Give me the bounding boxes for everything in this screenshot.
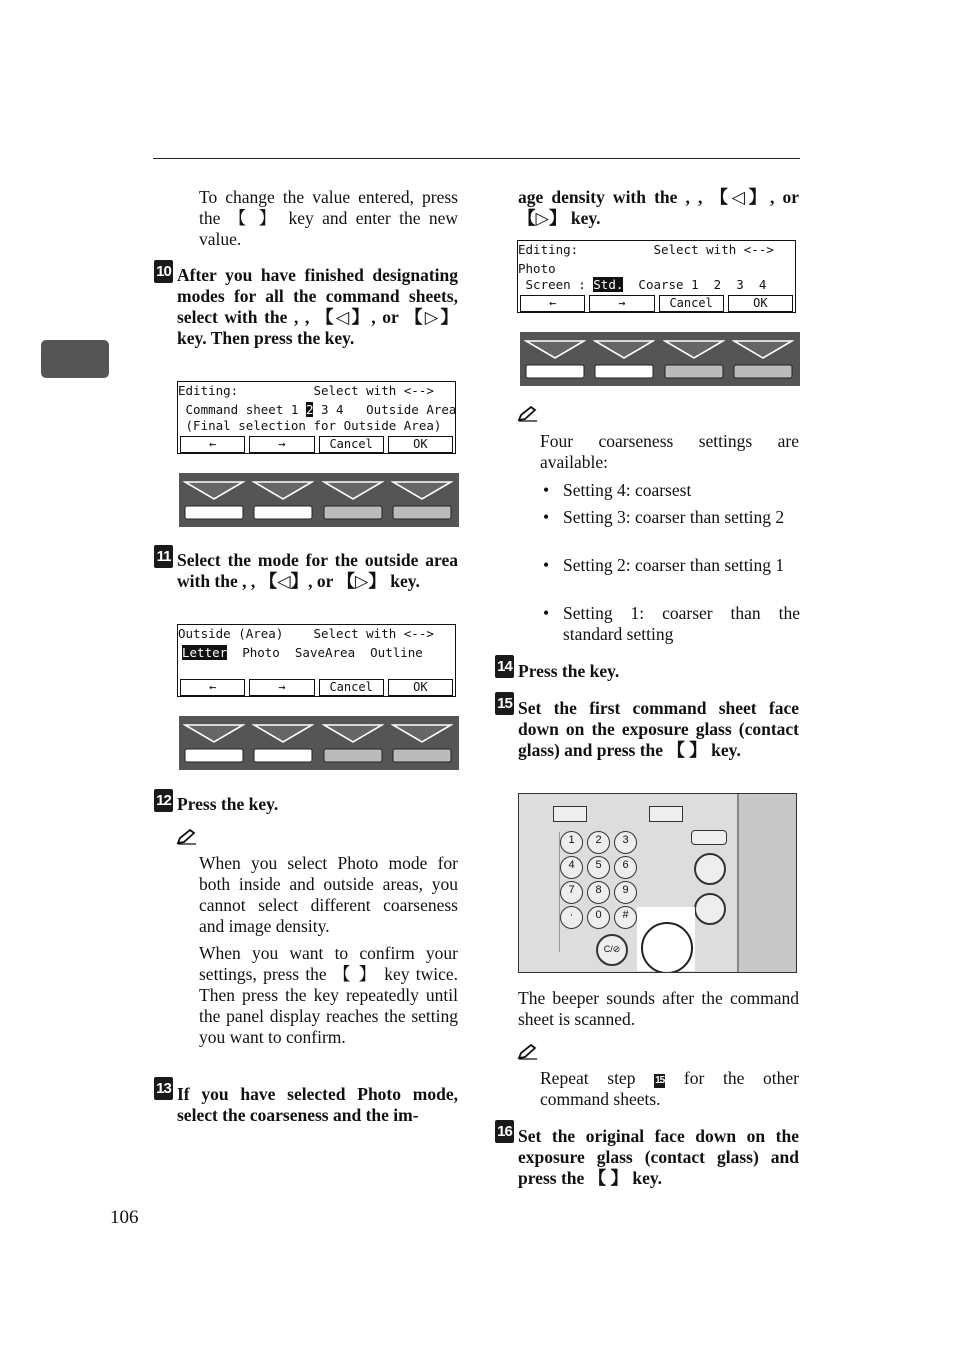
step-10-number: 10	[154, 260, 173, 283]
lcd-right-button[interactable]: →	[249, 679, 314, 696]
clear-stop-key[interactable]: C/⊘	[596, 934, 628, 966]
selection-key[interactable]	[252, 722, 314, 764]
step-15-text: Set the first command sheet face down on the exposure glass (contact glass) and press the 【 】 key.	[518, 698, 799, 760]
keypad-key-8[interactable]: 8	[587, 881, 610, 904]
lcd-cancel-button[interactable]: Cancel	[319, 679, 384, 696]
keypad-key-3[interactable]: 3	[614, 831, 637, 854]
keypad-key-5[interactable]: 5	[587, 856, 610, 879]
selection-key[interactable]	[322, 722, 384, 764]
panel-key[interactable]	[691, 830, 727, 845]
lcd-ok-button[interactable]: OK	[388, 436, 453, 453]
lcd-row: Editing: Select with <-->	[518, 242, 774, 257]
keypad-key-hash[interactable]: #	[614, 906, 637, 929]
bullet-item: Setting 4: coarsest	[563, 480, 692, 500]
step-15-number: 15	[495, 692, 514, 715]
control-panel-illustration	[518, 793, 797, 973]
panel-key[interactable]	[649, 806, 683, 822]
lcd-cancel-button[interactable]: Cancel	[319, 436, 384, 453]
lcd-row: (Final selection for Outside Area)	[178, 418, 442, 433]
step-11-number: 11	[154, 545, 173, 568]
bullet-item: Setting 1: coarser than the standard setting	[563, 603, 800, 644]
step-16-number: 16	[495, 1120, 514, 1143]
step-12-number: 12	[154, 789, 173, 812]
lcd-row: Screen : Std. Coarse 1 2 3 4	[518, 277, 767, 292]
step-14-text: Press the key.	[518, 661, 620, 681]
selection-keys-step10	[179, 473, 459, 527]
keypad-key-1[interactable]: 1	[560, 831, 583, 854]
lcd-row: Editing: Select with <-->	[178, 383, 434, 398]
keypad-key-2[interactable]: 2	[587, 831, 610, 854]
lcd-left-button[interactable]: ←	[180, 679, 245, 696]
lcd-right-button[interactable]: →	[249, 436, 314, 453]
pencil-note-icon	[517, 405, 539, 423]
selection-key[interactable]	[391, 722, 453, 764]
lcd-ok-button[interactable]: OK	[728, 295, 793, 312]
page-number: 106	[110, 1207, 139, 1228]
step-13-text: If you have selected Photo mode, select the coarseness and the im-	[177, 1084, 458, 1125]
chapter-tab	[41, 340, 109, 378]
bullet-item: Setting 3: coarser than setting 2	[563, 507, 785, 527]
lcd-soft-buttons	[518, 295, 795, 312]
lcd-soft-buttons	[178, 679, 455, 696]
keypad-key-6[interactable]: 6	[614, 856, 637, 879]
keypad-key-7[interactable]: 7	[560, 881, 583, 904]
step-16-text: Set the original face down on the exposure glass (contact glass) and press the 【 】 key.	[518, 1126, 799, 1188]
panel-round-key[interactable]	[694, 853, 726, 885]
keypad-key-0[interactable]: 0	[587, 906, 610, 929]
lcd-panel-step13	[517, 240, 796, 313]
step-12-text: Press the key.	[177, 794, 279, 814]
note-13-text: Four coarseness settings are available:	[540, 431, 799, 472]
beeper-text: The beeper sounds after the command sheet is scanned.	[518, 988, 799, 1029]
selection-key[interactable]	[732, 338, 794, 380]
step-11-text: Select the mode for the outside area with the , , 【◁】, or 【▷】 key.	[177, 550, 458, 591]
lcd-cancel-button[interactable]: Cancel	[659, 295, 724, 312]
selection-key[interactable]	[593, 338, 655, 380]
selection-key[interactable]	[252, 479, 314, 521]
pencil-note-icon	[176, 828, 198, 846]
lcd-left-button[interactable]: ←	[180, 436, 245, 453]
selection-key[interactable]	[183, 479, 245, 521]
start-key[interactable]	[641, 922, 693, 973]
selection-key[interactable]	[524, 338, 586, 380]
intro-text: To change the value entered, press the 【 】 key and enter the new value.	[199, 187, 458, 249]
selection-keys-step11	[179, 716, 459, 770]
lcd-right-button[interactable]: →	[589, 295, 654, 312]
lcd-row: Photo	[518, 261, 556, 276]
selection-key[interactable]	[663, 338, 725, 380]
lcd-left-button[interactable]: ←	[520, 295, 585, 312]
lcd-panel-step11	[177, 624, 456, 697]
selection-key[interactable]	[391, 479, 453, 521]
panel-key[interactable]	[553, 806, 587, 822]
note-12b-text: When you want to confirm your settings, press the 【 】 key twice. Then press the key repeatedly until the panel display reaches the setting you want to confirm.	[199, 943, 458, 1047]
keypad-key-9[interactable]: 9	[614, 881, 637, 904]
note-15-text: Repeat step 15 for the other command sheets.	[540, 1068, 799, 1109]
step-15-ref: 15	[655, 1075, 665, 1086]
note-12a-text: When you select Photo mode for both inside and outside areas, you cannot select different coarseness and image density.	[199, 853, 458, 936]
step-10-text: After you have finished designating modes for all the command sheets, select with the , , 【◁】, or 【▷】 key. Then press the key.	[177, 265, 458, 348]
lcd-soft-buttons	[178, 436, 455, 453]
selection-key[interactable]	[322, 479, 384, 521]
lcd-row: Outside (Area) Select with <-->	[178, 626, 434, 641]
header-rule	[153, 158, 800, 159]
lcd-ok-button[interactable]: OK	[388, 679, 453, 696]
keypad-key-dot[interactable]: ·	[560, 906, 583, 929]
lcd-panel-step10	[177, 381, 456, 454]
lcd-row: Letter Photo SaveArea Outline	[182, 645, 423, 660]
step-14-number: 14	[495, 655, 514, 678]
panel-round-key[interactable]	[694, 893, 726, 925]
step-13-number: 13	[154, 1077, 173, 1100]
keypad-key-4[interactable]: 4	[560, 856, 583, 879]
pencil-note-icon	[517, 1043, 539, 1061]
selection-key[interactable]	[183, 722, 245, 764]
bullet-item: Setting 2: coarser than setting 1	[563, 555, 785, 575]
lcd-row: Command sheet 1 2 3 4 Outside Area	[178, 402, 457, 417]
selection-keys-step13	[520, 332, 800, 386]
step-13-continued-text: age density with the , , 【◁】, or 【▷】 key.	[518, 187, 799, 228]
